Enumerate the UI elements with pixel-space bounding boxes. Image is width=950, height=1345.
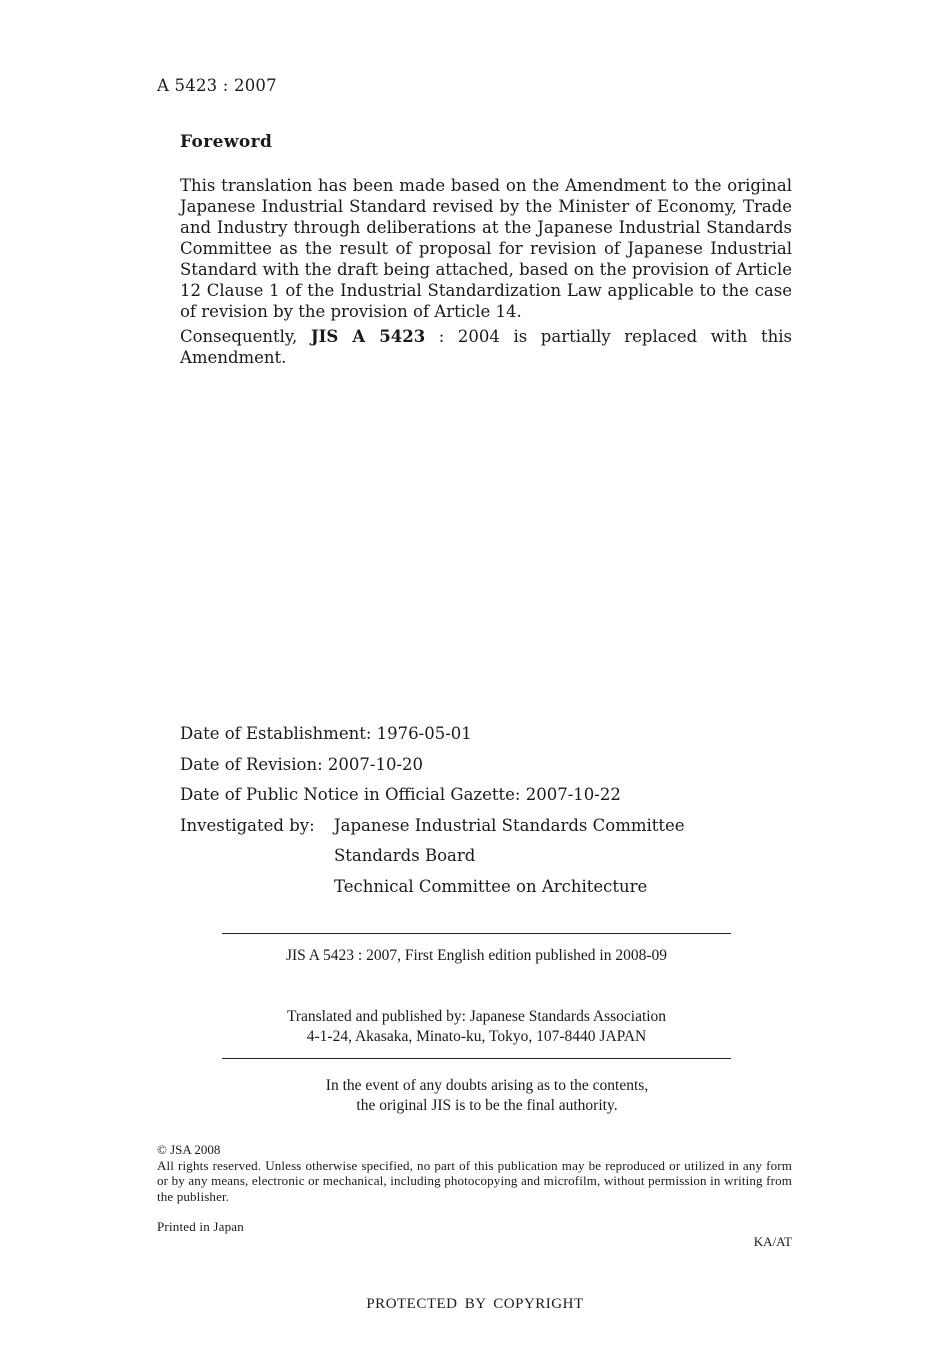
- protected-by-copyright: PROTECTED BY COPYRIGHT: [366, 1296, 584, 1312]
- printed-in: Printed in Japan: [157, 1219, 244, 1234]
- foreword-paragraph-2: [180, 326, 792, 368]
- date-info-block: [180, 719, 800, 902]
- investigated-by-row: [180, 811, 800, 903]
- authority-notice: [222, 1076, 752, 1116]
- publisher-address: 4-1-24, Akasaka, Minato-ku, Tokyo, 107-8440 JAPAN: [306, 1028, 647, 1045]
- authority-notice-line-2: the original JIS is to be the final authority.: [356, 1097, 618, 1114]
- rights-statement: All rights reserved. Unless otherwise specified, no part of this publication may be reproduced or utilized in any form or by any means, electronic or mechanical, including photocopying and microfilm, without permission in writing from the publisher.: [157, 1157, 792, 1204]
- date-of-establishment: Date of Establishment: 1976-05-01: [180, 724, 472, 743]
- edition-line: JIS A 5423 : 2007, First English edition published in 2008-09: [285, 947, 668, 964]
- divider-top: [222, 933, 731, 934]
- copyright-block: [157, 1142, 792, 1204]
- authority-notice-line-1: In the event of any doubts arising as to the contents,: [325, 1077, 649, 1094]
- investigator-item: Technical Committee on Architecture: [334, 876, 648, 896]
- date-of-public-notice: Date of Public Notice in Official Gazette: 2007-10-22: [180, 785, 621, 804]
- foreword-paragraph-2-suffix: : 2004 is partially replaced with this Amendment.: [180, 327, 792, 367]
- foreword-paragraph-2-prefix: Consequently,: [180, 327, 311, 346]
- standard-reference: JIS A 5423: [310, 327, 426, 346]
- translator-code: KA/AT: [753, 1234, 792, 1249]
- copyright-notice: © JSA 2008: [157, 1142, 221, 1157]
- investigator-item: Japanese Industrial Standards Committee: [334, 815, 685, 835]
- date-of-revision: Date of Revision: 2007-10-20: [180, 754, 424, 774]
- foreword-title: Foreword: [180, 132, 273, 152]
- publisher-block: [222, 1007, 731, 1047]
- investigators-list: [334, 811, 685, 903]
- divider-bottom: [222, 1058, 731, 1059]
- document-id: A 5423 : 2007: [157, 76, 277, 95]
- foreword-paragraph-1: This translation has been made based on the Amendment to the original Japanese Industrial Standard revised by the Minister of Economy, Trade and Industry through deliberations at the Japanese Industrial Standards Committee as the result of proposal for revision of Japanese Industrial Standard with the draft being attached, based on the provision of Article 12 Clause 1 of the Industrial Standardization Law applicable to the case of revision by the provision of Article 14.: [180, 176, 792, 321]
- investigator-item: Standards Board: [334, 846, 476, 865]
- investigated-by-label: Investigated by:: [180, 815, 315, 835]
- publisher-line: Translated and published by: Japanese Standards Association: [286, 1008, 667, 1025]
- foreword-body: [180, 175, 792, 368]
